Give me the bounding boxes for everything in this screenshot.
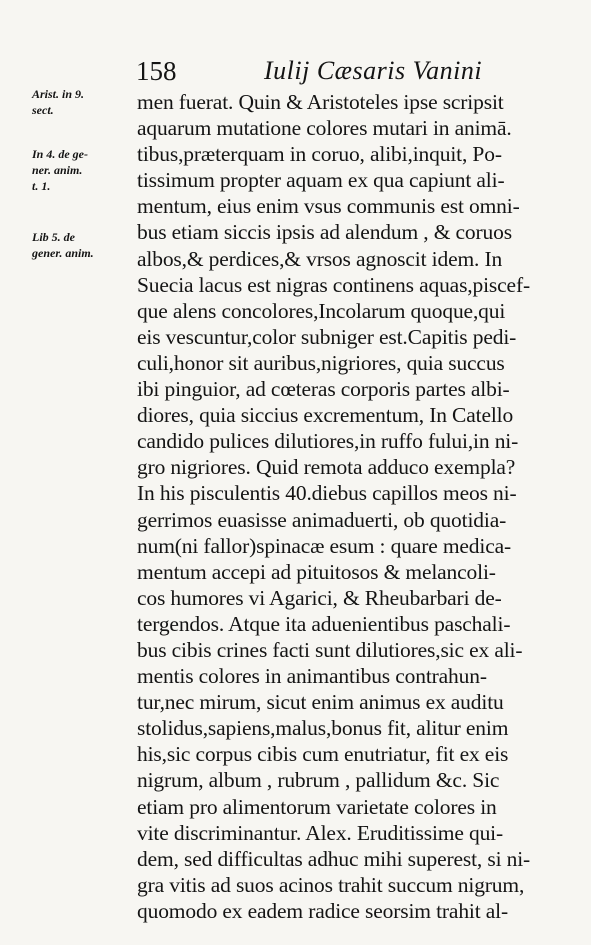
- text-line: men fuerat. Quin & Aristoteles ipse scripsit: [137, 90, 504, 114]
- text-line: gerrimos euasisse animaduerti, ob quotidia-: [137, 507, 507, 532]
- text-line: tibus,præterquam in coruo, alibi,inquit, Po-: [137, 142, 502, 167]
- text-line: bus etiam siccis ipsis ad alendum , & coruos: [137, 220, 512, 245]
- text-line: gra vitis ad suos acinos trahit succum nigrum,: [137, 872, 525, 897]
- text-line: tur,nec mirum, sicut enim animus ex auditu: [137, 690, 504, 715]
- text-line: etiam pro alimentorum varietate colores in: [137, 794, 497, 819]
- text-line: tissimum propter aquam ex qua capiunt ali-: [137, 168, 505, 193]
- text-line: culi,honor sit auribus,nigriores, quia succus: [137, 350, 505, 375]
- running-head: Iulij Cæsaris Vanini: [264, 56, 483, 85]
- text-line: albos,& perdices,& vrsos agnoscit idem. In: [137, 246, 503, 271]
- text-line: mentis colores in animantibus contrahun-: [137, 664, 487, 689]
- text-line: tergendos. Atque ita aduenientibus paschali-: [137, 611, 511, 636]
- text-line: num(ni fallor)spinacæ esum : quare medica-: [137, 533, 512, 558]
- text-line: mentum, eius enim vsus communis est omni-: [137, 194, 520, 219]
- text-line: que alens concolores,Incolarum quoque,qui: [137, 298, 506, 323]
- text-line: vite discriminantur. Alex. Eruditissime qui-: [137, 820, 504, 845]
- text-line: candido pulices dilutiores,in ruffo fului,in ni-: [137, 429, 519, 454]
- text-line: In his pisculentis 40.diebus capillos meos ni-: [137, 481, 517, 506]
- text-line: Suecia lacus est nigras continens aquas,piscef-: [137, 272, 530, 297]
- margin-note: Lib 5. de gener. anim.: [32, 230, 94, 260]
- text-line: aquarum mutatione colores mutari in animā.: [137, 116, 512, 141]
- body-text: [137, 89, 557, 924]
- text-line: stolidus,sapiens,malus,bonus fit, alitur enim: [137, 716, 509, 741]
- text-line: dem, sed difficultas adhuc mihi superest, si ni-: [137, 846, 531, 871]
- page-header: [136, 54, 546, 90]
- text-line: bus cibis crines facti sunt dilutiores,sic ex ali-: [137, 637, 523, 662]
- text-line: gro nigriores. Quid remota adduco exempla?: [137, 455, 516, 480]
- margin-note: Arist. in 9. sect.: [32, 87, 85, 117]
- text-line: diores, quia siccius excrementum, In Catello: [137, 403, 514, 428]
- text-line: eis vescuntur,color subniger est.Capitis pedi-: [137, 324, 517, 349]
- text-line: quomodo ex eadem radice seorsim trahit al-: [137, 898, 509, 923]
- text-line: nigrum, album , rubrum , pallidum &c. Sic: [137, 768, 500, 793]
- margin-note: In 4. de ge- ner. anim. t. 1.: [32, 147, 88, 193]
- text-line: his,sic corpus cibis cum enutriatur, fit ex eis: [137, 742, 509, 767]
- text-line: mentum accepi ad pituitosos & melancoli-: [137, 559, 496, 584]
- page-number: 158: [136, 56, 177, 86]
- text-line: cos humores vi Agarici, & Rheubarbari de-: [137, 585, 502, 610]
- text-line: ibi pinguior, ad cœteras corporis partes albi-: [137, 377, 510, 402]
